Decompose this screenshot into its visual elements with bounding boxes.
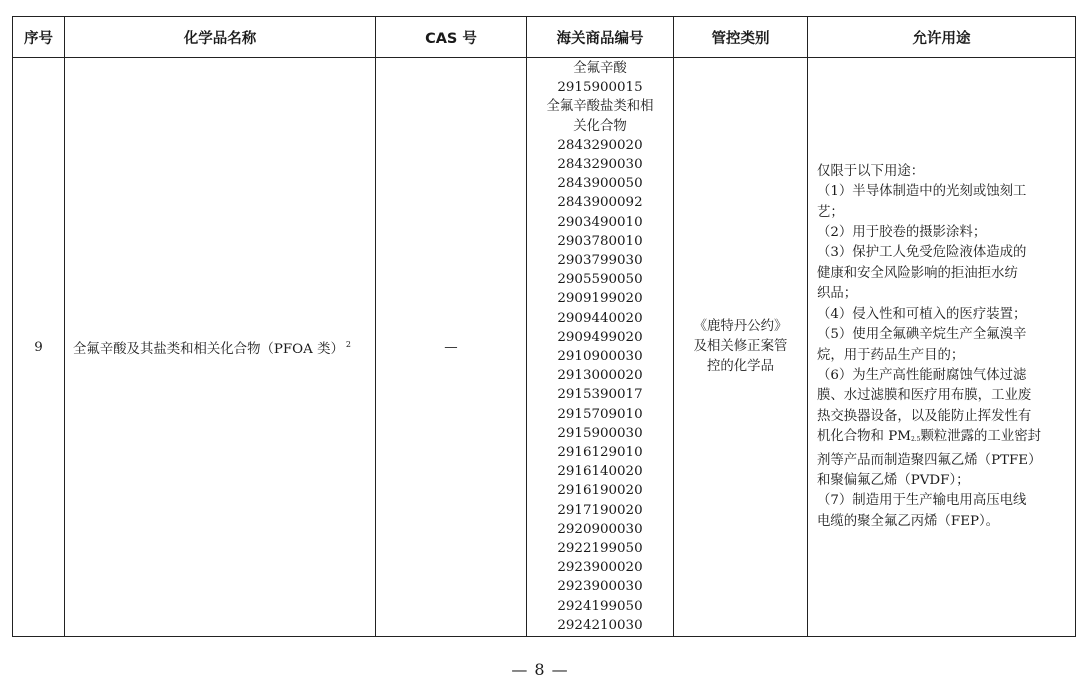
chemicals-table xyxy=(12,16,1076,637)
cell-seq xyxy=(13,58,65,637)
control-line: 控的化学品 xyxy=(707,359,774,374)
use-line: （6）为生产高性能耐腐蚀气体过滤 xyxy=(817,367,1027,383)
header-row xyxy=(13,17,1076,58)
cell-chemical-name xyxy=(65,58,376,637)
hs-code: 2915900030 xyxy=(557,425,643,441)
header-permitted-uses: 允许用途 xyxy=(808,17,1076,58)
hs-code: 2910900030 xyxy=(557,349,643,365)
header-seq: 序号 xyxy=(13,17,65,58)
hs-label-pfoa: 全氟辛酸 xyxy=(573,61,627,76)
use-line: 和聚偏氟乙烯（PVDF）； xyxy=(817,472,970,488)
hs-code: 2923900030 xyxy=(557,579,643,595)
header-hs-code: 海关商品编号 xyxy=(527,17,674,58)
hs-code: 2843900050 xyxy=(557,176,643,192)
hs-code: 2920900030 xyxy=(557,521,643,537)
use-line: 烷，用于药品生产目的； xyxy=(817,347,965,363)
header-name: 化学品名称 xyxy=(65,17,376,58)
cell-control-category xyxy=(674,58,808,637)
use-line: （7）制造用于生产输电用高压电线 xyxy=(817,493,1027,509)
use-line: 电缆的聚全氟乙丙烯（FEP）。 xyxy=(817,513,1000,529)
use-line: （2）用于胶卷的摄影涂料； xyxy=(817,225,987,241)
use-line: 膜、水过滤膜和医疗用布膜，工业废 xyxy=(817,388,1032,404)
use-line: （5）使用全氟碘辛烷生产全氟溴辛 xyxy=(817,327,1027,343)
cell-hs-codes xyxy=(527,58,674,637)
control-line: 及相关修正案管 xyxy=(693,339,788,354)
use-line: 织品； xyxy=(817,286,858,302)
hs-code: 2916129010 xyxy=(557,445,643,461)
hs-code: 2903799030 xyxy=(557,253,643,269)
hs-code: 2843290020 xyxy=(557,137,643,153)
hs-code: 2903490010 xyxy=(557,214,643,230)
use-line: （1）半导体制造中的光刻或蚀刻工 xyxy=(817,184,1027,200)
hs-code: 2924199050 xyxy=(557,598,643,614)
page-number: — 8 — xyxy=(511,660,569,679)
use-line: 剂等产品而制造聚四氟乙烯（PTFE） xyxy=(817,452,1042,468)
use-line: 艺； xyxy=(817,204,844,220)
hs-code: 2843290030 xyxy=(557,157,643,173)
use-line-pm25 xyxy=(817,427,1071,450)
hs-code: 2905590050 xyxy=(557,272,643,288)
footnote-marker: 2 xyxy=(345,339,351,349)
chemical-name: 全氟辛酸及其盐类和相关化合物（PFOA 类） xyxy=(73,341,344,357)
hs-code: 2916190020 xyxy=(557,483,643,499)
hs-code: 2843900092 xyxy=(557,195,643,211)
control-line: 《鹿特丹公约》 xyxy=(693,319,788,334)
seq-value: 9 xyxy=(34,339,43,355)
hs-label-salts-cont: 关化合物 xyxy=(573,118,627,134)
pm-subscript: 2.5 xyxy=(910,436,921,444)
use-line: 热交换器设备，以及能防止挥发性有 xyxy=(817,408,1032,424)
use-line: （4）侵入性和可植入的医疗装置； xyxy=(817,306,1027,322)
hs-code: 2923900020 xyxy=(557,560,643,576)
hs-code: 2924210030 xyxy=(557,617,643,633)
hs-code: 2915709010 xyxy=(557,406,643,422)
table-row xyxy=(13,58,1076,637)
hs-code-list xyxy=(527,58,673,635)
hs-code: 2917190020 xyxy=(557,502,643,518)
cas-value: — xyxy=(444,339,458,355)
hs-label-salts: 全氟辛酸盐类和相 xyxy=(546,99,654,115)
use-line: （3）保护工人免受危险液体造成的 xyxy=(817,245,1027,261)
hs-code: 2916140020 xyxy=(557,464,643,480)
hs-code: 2903780010 xyxy=(557,233,643,249)
hs-code: 2909499020 xyxy=(557,329,643,345)
header-control-category: 管控类别 xyxy=(674,17,808,58)
cell-permitted-uses xyxy=(808,58,1076,637)
hs-code: 2922199050 xyxy=(557,541,643,557)
uses-intro: 仅限于以下用途： xyxy=(817,163,925,179)
header-cas: CAS 号 xyxy=(376,17,527,58)
hs-code: 2909199020 xyxy=(557,291,643,307)
use-text: 颗粒泄露的工业密封 xyxy=(920,429,1041,445)
hs-code: 2915900015 xyxy=(557,80,643,96)
use-text: 机化合物和 PM xyxy=(817,429,911,445)
cell-cas xyxy=(376,58,527,637)
use-line: 健康和安全风险影响的拒油拒水纺 xyxy=(817,265,1018,281)
hs-code: 2915390017 xyxy=(557,387,643,403)
hs-code: 2909440020 xyxy=(557,310,643,326)
hs-code: 2913000020 xyxy=(557,368,643,384)
